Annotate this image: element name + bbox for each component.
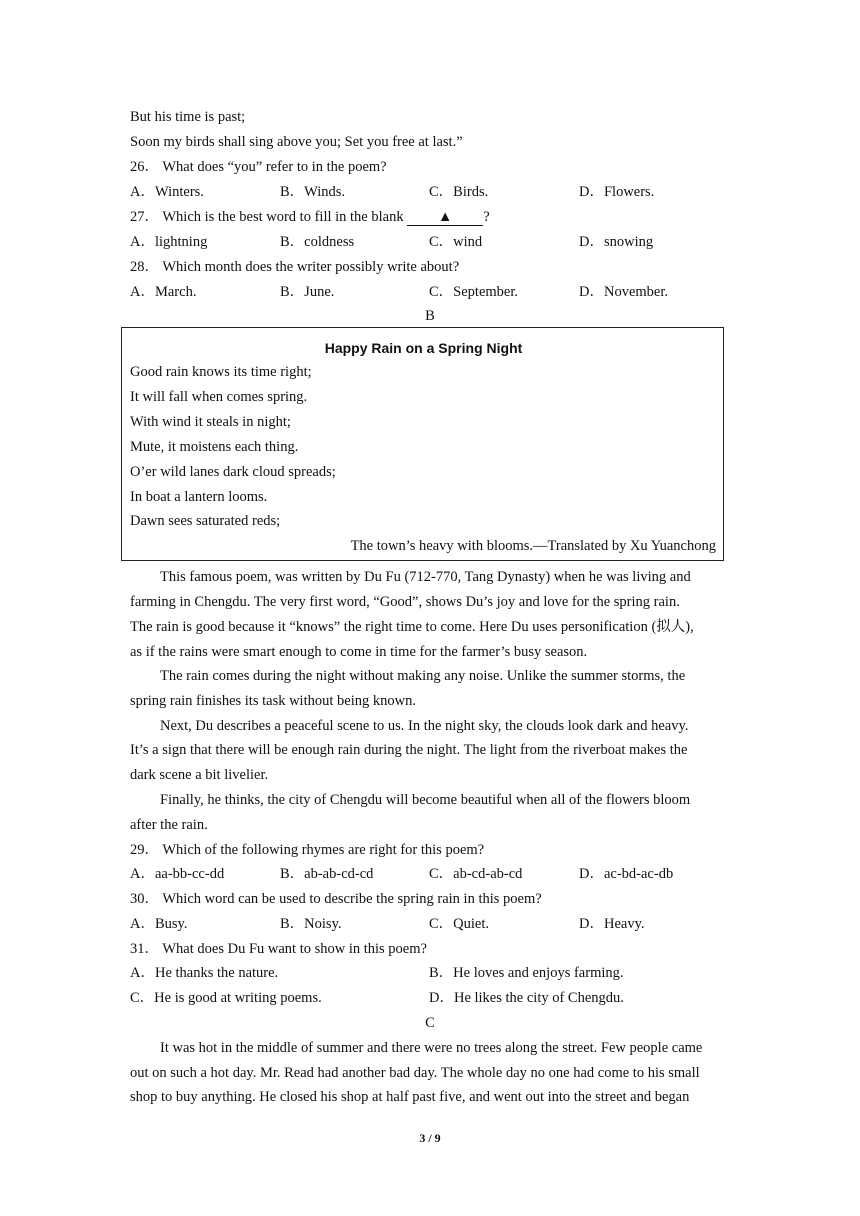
q30-option-d: D．Heavy.: [579, 916, 645, 932]
q27-option-d: D．snowing: [579, 234, 654, 250]
section-c-heading: C: [425, 1015, 435, 1031]
poem-line: Mute, it moistens each thing.: [130, 439, 299, 455]
q30-option-c: C．Quiet.: [429, 916, 490, 932]
q27-option-b: B．coldness: [280, 234, 355, 250]
poem-line: O’er wild lanes dark cloud spreads;: [130, 464, 336, 480]
page-number: 3 / 9: [419, 1131, 441, 1145]
answer-blank: [407, 210, 483, 226]
q31-option-b: B．He loves and enjoys farming.: [429, 965, 624, 981]
passage-b-line: It’s a sign that there will be enough rain during the night. The light from the riverboat makes the: [130, 742, 688, 758]
poem-title: Happy Rain on a Spring Night: [324, 340, 523, 356]
passage-b-line: spring rain finishes its task without being known.: [130, 693, 416, 709]
passage-b-line: The rain is good because it “knows” the right time to come. Here Du uses personification (拟人),: [130, 619, 694, 635]
question-26: 26． What does “you” refer to in the poem?: [130, 159, 387, 175]
question-31: 31． What does Du Fu want to show in this poem?: [130, 941, 427, 957]
poem-line: It will fall when comes spring.: [130, 389, 308, 405]
poem-line: In boat a lantern looms.: [130, 489, 268, 505]
passage-b-line: The rain comes during the night without making any noise. Unlike the summer storms, the: [160, 668, 686, 684]
passage-b-line: This famous poem, was written by Du Fu (712-770, Tang Dynasty) when he was living and: [160, 569, 691, 585]
q26-option-c: C．Birds.: [429, 184, 489, 200]
q26-option-a: A．Winters.: [130, 184, 204, 200]
question-28: 28． Which month does the writer possibly write about?: [130, 259, 460, 275]
q29-option-a: A．aa-bb-cc-dd: [130, 866, 225, 882]
question-27-end: ?: [483, 209, 490, 225]
q29-option-d: D．ac-bd-ac-db: [579, 866, 674, 882]
poem-line: Good rain knows its time right;: [130, 364, 312, 380]
q28-option-d: D．November.: [579, 284, 668, 300]
passage-b-line: farming in Chengdu. The very first word, “Good”, shows Du’s joy and love for the spring rain.: [130, 594, 680, 610]
triangle-icon: ▲: [438, 209, 453, 225]
passage-b-line: after the rain.: [130, 817, 208, 833]
passage-c-line: shop to buy anything. He closed his shop at half past five, and went out into the street and began: [130, 1089, 690, 1105]
q30-option-a: A．Busy.: [130, 916, 188, 932]
section-b-heading: B: [425, 308, 435, 324]
passage-b-line: as if the rains were smart enough to come in time for the farmer’s busy season.: [130, 644, 588, 660]
passage-b-line: Next, Du describes a peaceful scene to us. In the night sky, the clouds look dark and heavy.: [160, 718, 689, 734]
poem-credit: The town’s heavy with blooms.—Translated by Xu Yuanchong: [350, 538, 716, 554]
passage-c-line: out on such a hot day. Mr. Read had another bad day. The whole day no one had come to his small: [130, 1065, 700, 1081]
question-29: 29． Which of the following rhymes are right for this poem?: [130, 842, 485, 858]
q31-option-a: A．He thanks the nature.: [130, 965, 279, 981]
q28-option-b: B．June.: [280, 284, 335, 300]
q28-option-c: C．September.: [429, 284, 519, 300]
passage-c-line: It was hot in the middle of summer and there were no trees along the street. Few people came: [160, 1040, 703, 1056]
q27-option-a: A．lightning: [130, 234, 208, 250]
question-27: [130, 208, 490, 226]
q29-option-c: C．ab-cd-ab-cd: [429, 866, 523, 882]
poem-line: Dawn sees saturated reds;: [130, 513, 281, 529]
q31-option-d: D．He likes the city of Chengdu.: [429, 990, 624, 1006]
q29-option-b: B．ab-ab-cd-cd: [280, 866, 374, 882]
poem-line: With wind it steals in night;: [130, 414, 291, 430]
question-30: 30． Which word can be used to describe the spring rain in this poem?: [130, 891, 542, 907]
poem-fragment-line: But his time is past;: [130, 109, 246, 125]
passage-b-line: dark scene a bit livelier.: [130, 767, 269, 783]
q27-option-c: C．wind: [429, 234, 483, 250]
q26-option-d: D．Flowers.: [579, 184, 655, 200]
q28-option-a: A．March.: [130, 284, 197, 300]
passage-b-line: Finally, he thinks, the city of Chengdu will become beautiful when all of the flowers bloom: [160, 792, 691, 808]
q30-option-b: B．Noisy.: [280, 916, 342, 932]
q26-option-b: B．Winds.: [280, 184, 346, 200]
question-27-text: 27． Which is the best word to fill in the blank: [130, 209, 404, 225]
poem-fragment-line: Soon my birds shall sing above you; Set you free at last.”: [130, 134, 463, 150]
q31-option-c: C．He is good at writing poems.: [130, 990, 322, 1006]
poem-box: [121, 327, 724, 561]
